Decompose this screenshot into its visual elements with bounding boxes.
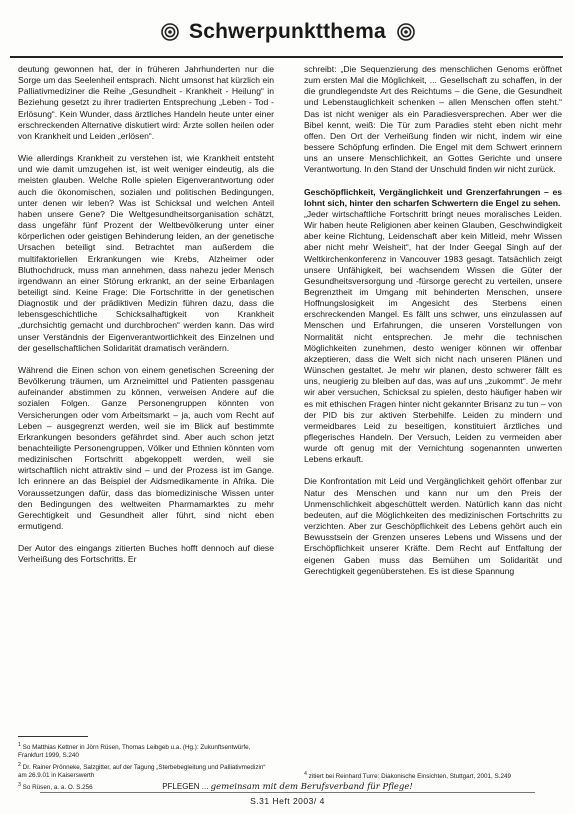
right-column: [304, 64, 562, 588]
section-title: Schwerpunktthema: [189, 20, 386, 43]
paragraph: Der Autor des eingangs zitierten Buches hofft dennoch auf diese Verheißung des Fortschritts. Er: [18, 543, 274, 565]
paragraph: Während die Einen schon von einem genetischen Screening der Bevölkerung träumen, um Arzneimittel und Patienten passgenau aufeinander abstimmen zu können, verweisen Andere auf die sozialen Folgen. Ganze Personengruppen könnten von Versicherungen oder vom Arbeitsmarkt – ja, auch vom Recht auf Leben – ausgegrenzt werden, weil sie im Blick auf bestimmte Erkrankungen besonders gefährdet sind. Aber auch schon jetzt benachteiligte Personengruppen, Völker und Ethnien könnten vom medizinischen Fortschritt abgekoppelt werden, weil sie wirtschaftlich nicht attraktiv sind – und der Prozess ist im Gange. Ich erinnere an das Beispiel der Aidsmedikamente in Afrika. Die Voraussetzungen dafür, dass das biomedizinische Wissen unter den Bedingungen des weltweiten Pharmamarktes zu mehr Gerechtigkeit und Gesundheit aller führt, sind nicht eben ermutigend.: [18, 364, 274, 532]
paragraph: deutung gewonnen hat, der in früheren Jahrhunderten nur die Sorge um das Seelenheil entsprach. Nicht umsonst hat kürzlich ein Palliativmediziner die Reihe „Gesundheit - Krankheit - Heilung“ in Beziehung gesetzt zu ihrer tradierten Entsprechung „Leben - Tod - Erlösung“. Kein Wunder, dass ärztliches Handeln heute unter einer erschreckenden Alternative diskutiert wird: Ärzte sollen heilen oder von Krankheit und Leiden „erlösen“.: [18, 64, 274, 141]
page-number-issue: S.31 Heft 2003/ 4: [250, 796, 325, 806]
right-footnotes: [304, 770, 562, 782]
footnote: $^3$ So Rüsen, a. a. O. S.256: [18, 782, 93, 792]
footer-brand: PFLEGEN ...: [162, 782, 209, 791]
subheading: Geschöpflichkeit, Vergänglichkeit und Grenzerfahrungen – es lohnt sich, hinter den scharfen Schwertern die Engel zu sehen.: [304, 186, 562, 208]
paragraph: Wie allerdings Krankheit zu verstehen ist, wie Krankheit entsteht und wie damit umzugehen ist, ist weit weniger eindeutig, als die meisten glauben. Welche Rolle spielen Eigenverantwortung oder auch die ökonomischen, sozialen und politischen Bedingungen, unter denen wir leben? Was ist Schicksal und welchen Anteil haben unsere Gene? Die Weltgesundheitsorganisation schätzt, dass ungefähr fünf Prozent der Weltbevölkerung unter einer körperlichen oder geistigen Behinderung leiden, an der genetische Ursachen beteiligt sind. Betrachtet man außerdem die multifaktoriellen Erkrankungen wie Krebs, Alzheimer oder Bluthochdruck, muss man annehmen, dass nahezu jeder Mensch irgendwann an einer Störung erkrankt, an der seine Erbanlagen beteiligt sind. Keine Frage: Die Fortschritte in der genetischen Diagnostik und der prädiktiven Medizin führen dazu, dass die lebensgeschichtliche Schicksalhaftigkeit von Krankheit „durchsichtig gemacht und durchbrochen“ werden kann. Das wird unser Verständnis der Eigenverantwortlichkeit des Einzelnen und der gesellschaftlichen Solidarität dramatisch verändern.: [18, 153, 274, 353]
bullseye-icon: [396, 22, 416, 42]
footnote: $^4$ zitiert bei Reinhard Turre: Diakonische Einsichten, Stuttgart, 2001, S.249: [304, 771, 511, 781]
paragraph: schreibt: „Die Sequenzierung des menschlichen Genoms eröffnet zum ersten Mal die Möglichkeit, ... Gesellschaft zu schaffen, in der die grundlegendste Art des Reichtums – die Gene, die Gesundheit und Lebenstauglichkeit schenken – allen Menschen offen steht.“ Das ist nicht weniger als ein Paradiesversprechen. Aber wer die Bibel kennt, weiß: Die Tür zum Paradies steht eben nicht mehr offen. Den Ort der Verheißung finden wir nicht, indem wir eine bessere Schöpfung erfinden. Die Engel mit dem Schwert erinnern uns an unsere Menschlichkeit, an Gottes Gerichte und unsere Verantwortung. In den Stand der Unschuld finden wir nicht zurück.: [304, 64, 562, 175]
page-footer: [0, 782, 575, 792]
footnote-rule: [18, 736, 88, 737]
paragraph: Die Konfrontation mit Leid und Vergänglichkeit gehört offenbar zur Natur des Menschen und kann nur um den Preis der Unmenschlichkeit abgeschüttelt werden. Natürlich kann das nicht bedeuten, auf die Möglichkeiten des medizinischen Fortschritts zu verzichten. Aber zur Geschöpflichkeit des Lebens gehört auch ein Bewusstsein der Grenzen unseres Lebens und Wissens und der Erschöpflichkeit unserer Kräfte. Dem Recht auf Entfaltung der eigenen Gaben muss das Bemühen um Solidarität und Gerechtigkeit gegenüberstehen. Es ist diese Spannung: [304, 476, 562, 576]
footnote: $^2$ Dr. Rainer Prönneke, Salzgitter, auf der Tagung „Sterbebegleitung und Palliativmedizin“ am 26.9.01 in Kaiserswerth: [18, 762, 266, 780]
footer-slogan: gemeinsam mit dem Berufsverband für Pflege!: [210, 782, 413, 792]
header-rule: [10, 56, 563, 58]
left-column: [18, 64, 274, 577]
footnote: $^1$ So Matthias Kettner in Jörn Rüsen, Thomas Leibgeb u.a. (Hg.): Zukunftsentwürfe, Frankfurt 1999, S.240: [18, 742, 251, 760]
paragraph: „Jeder wirtschaftliche Fortschritt bringt neues moralisches Leiden. Wir haben heute Religionen aber keinen Glauben, Geschwindigkeit aber keine Richtung, Leidenschaft aber kein Mitleid, mehr Wissen aber nicht mehr Weisheit“, hat der Inder Geegal Singh auf der Weltkirchenkonferenz in Vancouver 1983 gesagt. Tatsächlich zeigt unsere Unfähigkeit, bei wachsendem Wissen die Güter der Gesundheitsversorgung und -fürsorge gerecht zu verteilen, unsere Begrenztheit im Umgang mit behinderten Menschen, unsere Hoffnungslosigkeit im Angesicht des Sterbens einen erschreckenden Mangel. Es fällt uns schwer, uns einzulassen auf Menschen und Erfahrungen, die unseren Vorstellungen von Normalität nicht entsprechen. Je mehr die technischen Möglichkeiten zunehmen, desto weniger können wir offenbar akzeptieren, dass die Welt sich nicht nach unseren Plänen und Wünschen gestaltet. Je mehr wir planen, desto schwerer fällt es uns, neugierig zu bleiben auf das, was auf uns „zukommt“. Je mehr wir aber versuchen, Schicksal zu spielen, desto häufiger haben wir es mit ethischen Fragen hinter nicht gekannter Brisanz zu tun – von der PID bis zur aktiven Sterbehilfe. Leiden zu mindern und vermeidbares Leid zu beseitigen, konstituiert ärztliches und pflegerisches Handeln. Der Versuch, Leiden zu vermeiden aber wurde oft genug mit der Vernichtung sogenannten unwerten Lebens erkauft.: [304, 208, 562, 465]
page-header: [0, 0, 575, 58]
footer-rule: [40, 792, 535, 793]
